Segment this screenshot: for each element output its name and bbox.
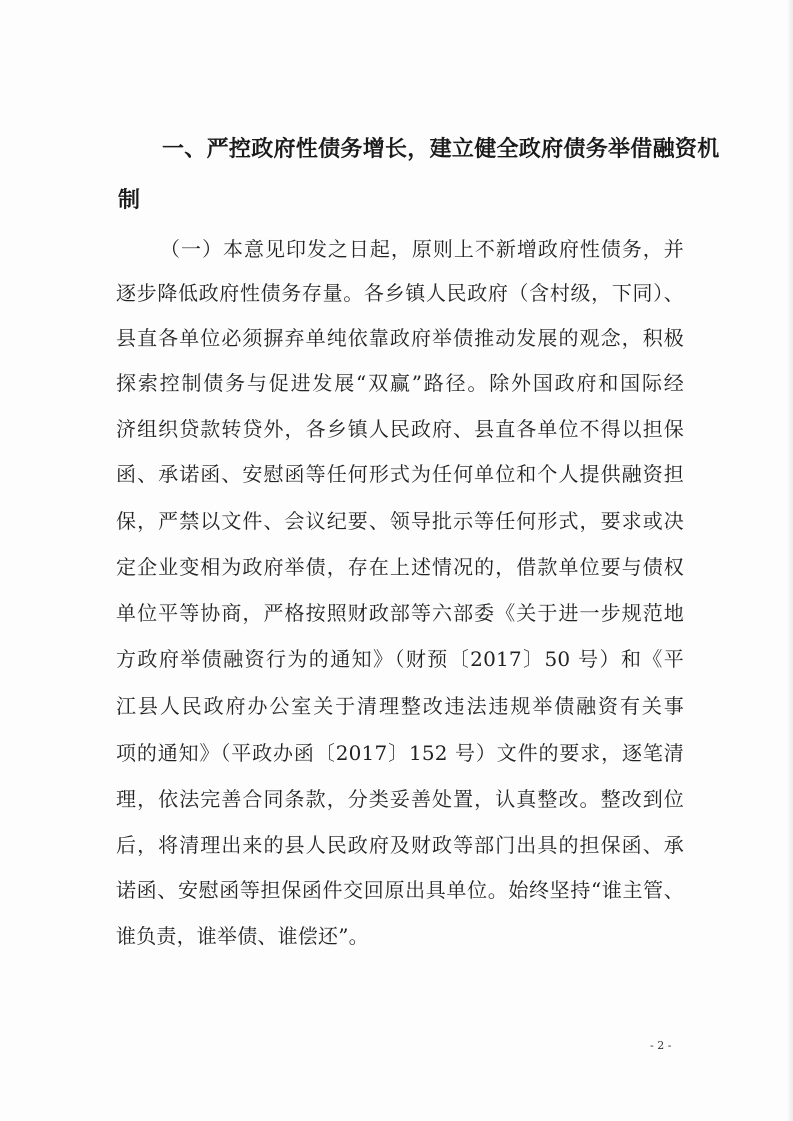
paragraph-line-9: 单位平等协商，严格按照财政部等六部委《关于进一步规范地 [116, 601, 684, 625]
paragraph-line-3: 县直各单位必须摒弃单纯依靠政府举债推动发展的观念，积极 [116, 326, 684, 350]
paragraph-line-11: 江县人民政府办公室关于清理整改违法违规举债融资有关事 [116, 694, 684, 718]
paragraph-line-14: 后，将清理出来的县人民政府及财政等部门出具的担保函、承 [116, 833, 684, 857]
paragraph-line-6: 函、承诺函、安慰函等任何形式为任何单位和个人提供融资担 [116, 462, 684, 486]
page-number: - 2 - [650, 1039, 672, 1052]
paragraph-line-13: 理，依法完善合同条款，分类妥善处置，认真整改。整改到位 [116, 787, 684, 811]
paragraph-line-5: 济组织贷款转贷外，各乡镇人民政府、县直各单位不得以担保 [116, 417, 684, 441]
paragraph-line-7: 保，严禁以文件、会议纪要、领导批示等任何形式，要求或决 [116, 509, 684, 533]
scan-edge-shadow [787, 0, 793, 1121]
section-heading-line-1: 一、严控政府性债务增长，建立健全政府债务举借融资机 [162, 137, 720, 162]
paragraph-line-12: 项的通知》（平政办函〔2017〕152 号）文件的要求，逐笔清 [116, 741, 684, 765]
paragraph-line-15: 诺函、安慰函等担保函件交回原出具单位。始终坚持“谁主管、 [116, 878, 684, 902]
paragraph-line-8: 定企业变相为政府举债，存在上述情况的，借款单位要与债权 [116, 555, 684, 579]
paragraph-line-1: （一）本意见印发之日起，原则上不新增政府性债务，并 [160, 237, 684, 261]
section-heading-line-2: 制 [118, 188, 141, 213]
paragraph-line-16: 谁负责，谁举债、谁偿还”。 [116, 924, 369, 948]
paragraph-line-4: 探索控制债务与促进发展“双赢”路径。除外国政府和国际经 [116, 371, 684, 395]
paragraph-line-10: 方政府举债融资行为的通知》（财预〔2017〕50 号）和《平 [116, 647, 684, 671]
paragraph-line-2: 逐步降低政府性债务存量。各乡镇人民政府（含村级，下同）、 [116, 281, 684, 305]
